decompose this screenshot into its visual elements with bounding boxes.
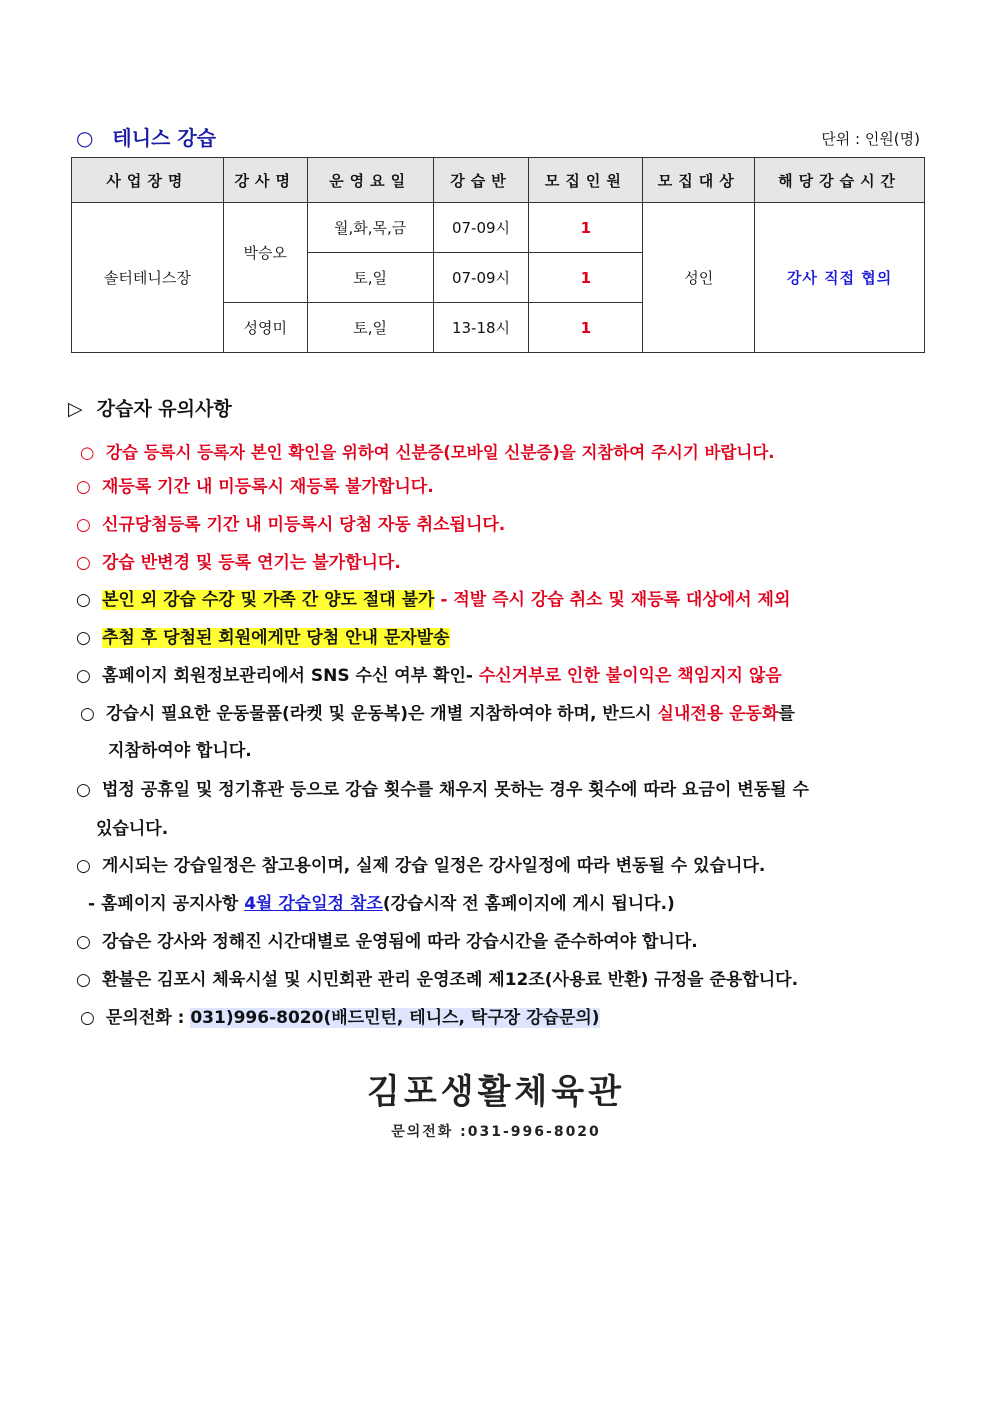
count-cell: 1 <box>529 253 643 303</box>
footer-phone: 문의전화 :031-996-8020 <box>391 1124 601 1140</box>
note-text: - 홈페이지 공지사항 <box>88 894 245 914</box>
bullet-icon: ○ <box>76 780 91 800</box>
note-item <box>76 510 505 535</box>
bullet-icon: ○ <box>76 856 91 876</box>
note-item <box>76 927 698 952</box>
note-item <box>80 1003 600 1028</box>
note-item <box>76 851 765 876</box>
bullet-icon: ○ <box>76 553 91 573</box>
footer-title: 김포생활체육관 <box>367 1072 625 1112</box>
schedule-table <box>71 157 925 353</box>
note-text: - 적발 즉시 강습 취소 및 재등록 대상에서 제외 <box>434 590 791 610</box>
note-item <box>76 965 798 990</box>
venue-cell: 솔터테니스장 <box>72 203 224 353</box>
note-item <box>76 472 434 497</box>
bullet-icon: ○ <box>76 590 91 610</box>
note-text: 실내전용 운동화 <box>657 704 779 724</box>
note-text: 문의전화 : <box>106 1008 191 1028</box>
time-note-cell: 강사 직접 협의 <box>755 203 925 353</box>
highlight-text: 본인 외 강습 수강 및 가족 간 양도 절대 불가 <box>102 590 435 610</box>
bullet-icon: ○ <box>76 628 91 648</box>
note-item <box>76 623 450 648</box>
note-text: 법정 공휴일 및 정기휴관 등으로 강습 횟수를 채우지 못하는 경우 횟수에 따라 요금이 변동될 수 <box>102 780 809 800</box>
col-header: 모집대상 <box>643 158 755 203</box>
col-header: 강습반 <box>433 158 529 203</box>
note-text: 강습 반변경 및 등록 연기는 불가합니다. <box>102 553 401 573</box>
note-text: (강습시작 전 홈페이지에 게시 됩니다.) <box>382 894 675 914</box>
note-item-cont: 있습니다. <box>96 819 169 839</box>
bullet-icon: ○ <box>80 443 95 462</box>
table-header-row <box>72 158 925 203</box>
bullet-icon: ○ <box>76 970 91 990</box>
target-cell: 성인 <box>643 203 755 353</box>
count-cell: 1 <box>529 303 643 353</box>
col-header: 모집인원 <box>529 158 643 203</box>
schedule-link[interactable]: 4월 강습일정 참조 <box>244 894 383 914</box>
note-item <box>76 548 401 573</box>
bullet-icon: ○ <box>76 515 91 535</box>
triangle-icon: ▷ <box>68 398 83 420</box>
unit-label: 단위 : 인원(명) <box>821 130 920 148</box>
note-item <box>76 661 782 686</box>
section-title <box>76 122 216 151</box>
col-header: 사업장명 <box>72 158 224 203</box>
note-text: 강습 등록시 등록자 본인 확인을 위하여 신분증(모바일 신분증)을 지참하여 주시기 바랍니다. <box>106 443 775 462</box>
instructor-cell: 성영미 <box>223 303 307 353</box>
col-header: 강사명 <box>223 158 307 203</box>
bullet-icon: ○ <box>76 126 94 150</box>
note-text: 게시되는 강습일정은 참고용이며, 실제 강습 일정은 강사일정에 따라 변동될 수 있습니다. <box>102 856 766 876</box>
bullet-icon: ○ <box>76 666 91 686</box>
note-text: 를 <box>778 704 795 724</box>
highlight-text: 추첨 후 당첨된 회원에게만 당첨 안내 문자발송 <box>102 628 450 648</box>
count-cell: 1 <box>529 203 643 253</box>
table-row <box>72 203 925 253</box>
bullet-icon: ○ <box>80 1008 95 1028</box>
note-item <box>80 699 795 724</box>
section-title-text: 테니스 강습 <box>112 126 216 150</box>
class-cell: 07-09시 <box>433 253 529 303</box>
note-text: 신규당첨등록 기간 내 미등록시 당첨 자동 취소됩니다. <box>102 515 506 535</box>
note-text: 강습시 필요한 운동물품(라켓 및 운동복)은 개별 지참하여야 하며, 반드시 <box>106 704 658 724</box>
note-text: 강습은 강사와 정해진 시간대별로 운영됨에 따라 강습시간을 준수하여야 합니다. <box>102 932 698 952</box>
note-item-cont: 지참하여야 합니다. <box>108 741 252 761</box>
notes-title <box>68 394 232 421</box>
note-text: 환불은 김포시 체육시설 및 시민회관 관리 운영조례 제12조(사용료 반환) 규정을 준용합니다. <box>102 970 799 990</box>
days-cell: 월,화,목,금 <box>307 203 433 253</box>
phone-highlight: 031)996-8020(배드민턴, 테니스, 탁구장 강습문의) <box>190 1008 600 1028</box>
class-cell: 07-09시 <box>433 203 529 253</box>
note-text: 홈페이지 회원정보관리에서 SNS 수신 여부 확인- <box>102 666 473 686</box>
bullet-icon: ○ <box>80 704 95 724</box>
note-subitem <box>88 889 675 914</box>
col-header: 운영요일 <box>307 158 433 203</box>
note-item <box>76 585 790 610</box>
instructor-cell: 박승오 <box>223 203 307 303</box>
bullet-icon: ○ <box>76 932 91 952</box>
note-item <box>80 439 775 463</box>
bullet-icon: ○ <box>76 477 91 497</box>
col-header: 해당강습시간 <box>755 158 925 203</box>
note-item <box>76 775 809 800</box>
note-text: 수신거부로 인한 불이익은 책임지지 않음 <box>472 666 782 686</box>
class-cell: 13-18시 <box>433 303 529 353</box>
note-text: 재등록 기간 내 미등록시 재등록 불가합니다. <box>102 477 434 497</box>
days-cell: 토,일 <box>307 303 433 353</box>
days-cell: 토,일 <box>307 253 433 303</box>
notes-title-text: 강습자 유의사항 <box>96 398 232 420</box>
